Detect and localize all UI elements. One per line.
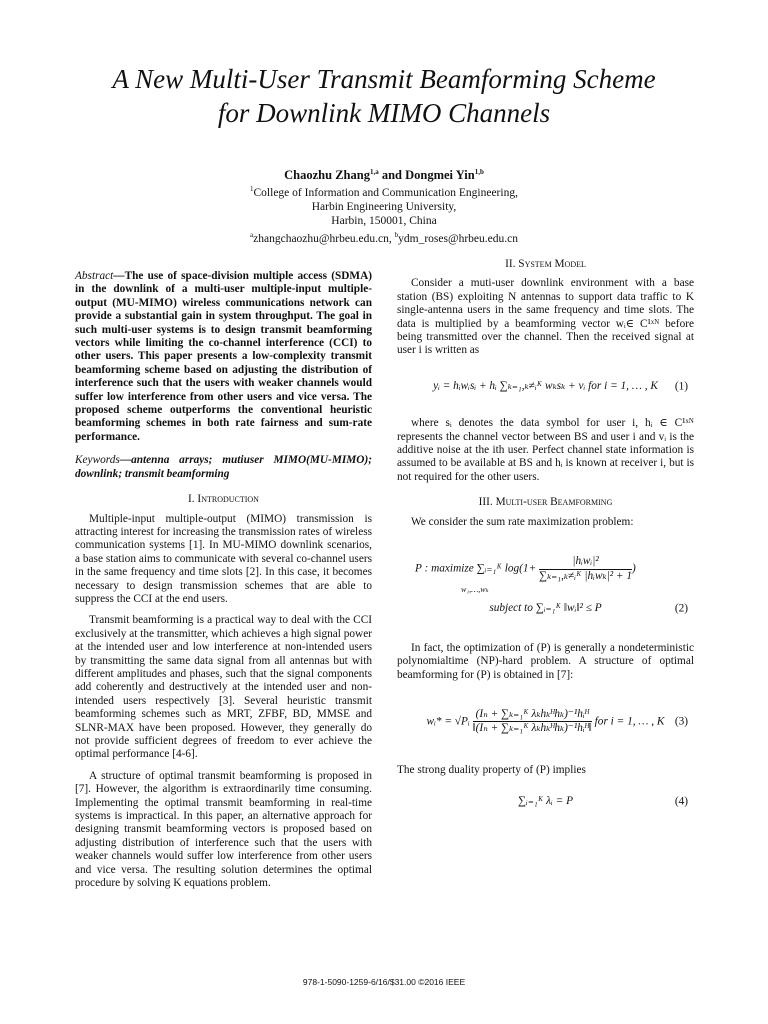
affiliation-line-1: $^1$College of Information and Communication Engineering, bbox=[250, 185, 518, 199]
system-model-paragraph-2: where sᵢ denotes the data symbol for user i, hᵢ ∈ C¹ˣᴺ represents the channel vector between BS and user i and vᵢ is the additive noise at the ith user. Perfect channel state information is assumed to be available at BS and hᵢ is known at receiver i, but is not required for the other users. bbox=[397, 417, 694, 483]
abstract-text: —The use of space-division multiple access (SDMA) in the downlink of a multi-user multiple-input multiple-output (MU-MIMO) wireless communications network can provide a substantial gain in system throughput. The goal in such multi-user systems is to design transmit beamforming vectors while limiting the co-channel interference (CCI) to other users. This paper presents a low-complexity transmit beamforming scheme based on adjusting the distribution of interference such that the users with weaker channels would suffer low interference from other users and vice versa. The proposed scheme outperforms the conventional heuristic beamforming schemes in both rate fairness and sum-rate performance. bbox=[75, 270, 372, 443]
affiliation-line-2: Harbin Engineering University, bbox=[311, 200, 457, 213]
author-names: Chaozhu Zhang$^{1,a}$ and Dongmei Yin$^{1,b}$ bbox=[284, 168, 484, 183]
abstract-label: Abstract bbox=[75, 270, 114, 282]
keywords bbox=[75, 454, 372, 481]
equation-3-denominator: ‖(Iₙ + ∑ₖ₌₁ᴷ λₖhₖᴴhₖ)⁻¹hᵢᴴ‖ bbox=[472, 722, 592, 735]
abstract bbox=[75, 270, 372, 444]
equation-1 bbox=[397, 380, 694, 393]
equation-4-body: ∑ᵢ₌₁ᴷ λᵢ = P bbox=[518, 795, 573, 808]
equation-3 bbox=[397, 708, 694, 736]
right-column bbox=[397, 258, 694, 827]
equation-2-constraint: subject to ∑ᵢ₌₁ᴷ ‖wᵢ‖² ≤ P (2) bbox=[489, 602, 688, 615]
section-heading-system-model: II. System Model bbox=[505, 258, 586, 270]
intro-paragraph-1: Multiple-input multiple-output (MIMO) transmission is attracting interest for increasing the transmission rates of wireless communication systems [1]. In MU-MIMO downlink scenarios, a base station aims to communicate with several co-channel users in the same frequency and time slots [2]. In this case, it becomes necessary to design transmission schemes that are able to suppress the CCI at the end users. bbox=[75, 512, 372, 605]
left-column bbox=[75, 270, 372, 898]
system-model-paragraph: Consider a muti-user downlink environment with a base station (BS) exploiting N antennas to support data traffic to K single-antenna users in the same frequency and time slots. The data is multiplied by a beamforming vector wᵢ∈ C¹ˣᴺ before being transmitted over the channel. Then the received signal at user i is written as bbox=[397, 277, 694, 357]
section-heading-introduction: I. Introduction bbox=[188, 493, 259, 506]
equation-3-lhs: wᵢ* = √Pᵢ bbox=[426, 715, 470, 728]
equation-1-body: yᵢ = hᵢwᵢsᵢ + hᵢ ∑ₖ₌₁,ₖ≠ᵢᴷ wₖsₖ + vᵢ for i = 1, … , K bbox=[433, 379, 658, 392]
keywords-label: Keywords bbox=[75, 454, 120, 467]
equation-2-denominator: ∑ₖ₌₁,ₖ≠ᵢᴷ |hᵢwₖ|² + 1 bbox=[539, 569, 633, 582]
equation-2-subscript: w₁,…,wₖ bbox=[461, 584, 489, 594]
author2-superscript: 1,b bbox=[474, 168, 484, 176]
author-block bbox=[0, 165, 768, 246]
equation-3-rhs: for i = 1, … , K bbox=[594, 715, 665, 728]
equation-2-lhs: P : maximize ∑ᵢ₌₁ᴷ log(1+ bbox=[415, 562, 537, 575]
emails: $^a$zhangchaozhu@hrbeu.edu.cn, $^b$ydm_roses@hrbeu.edu.cn bbox=[250, 230, 518, 245]
beamforming-paragraph-1: We consider the sum rate maximization problem: bbox=[411, 515, 634, 528]
equation-3-number: (3) bbox=[674, 715, 688, 728]
equation-2-fraction bbox=[539, 555, 632, 583]
equation-2-numerator: |hᵢwᵢ|² bbox=[539, 555, 632, 569]
equation-4-number: (4) bbox=[674, 795, 688, 808]
author1-superscript: 1,a bbox=[369, 168, 379, 176]
paper-title bbox=[40, 62, 728, 130]
copyright-footer: 978-1-5090-1259-6/16/$31.00 ©2016 IEEE bbox=[302, 977, 466, 987]
intro-paragraph-3: A structure of optimal transmit beamforming is proposed in [7]. However, the algorithm is extraordinarily time consuming. Implementing the optimal transmit beamforming in real-time systems is impractical. In this paper, an alternative approach for designing transmit beamforming vectors is proposed based on adjusting distribution of interference such that the users with weaker channels would suffer low interference from other users and vice versa. The resulting solution determines the optimal procedure by solving K equations problem. bbox=[75, 769, 372, 890]
intro-paragraph-2: Transmit beamforming is a practical way to deal with the CCI exclusively at the transmitter, which achieves a high signal power at the intended user and low interference at non-intended users by transmitting the same data signal from all antennas but with different amplitudes and phases, such that the signal components add coherently and destructively at the intended user and non-intended users respectively [3]. Several heuristic transmit beamforming schemes such as MRT, ZFBF, BD, MMSE and SLNR-MAX have been proposed. However, they generally do not provide sufficient degrees of freedom to ever achieve the optimal performance [4-6]. bbox=[75, 614, 372, 761]
equation-3-fraction bbox=[473, 708, 592, 736]
duality-paragraph: The strong duality property of (P) implies bbox=[397, 763, 586, 776]
keywords-text: —antenna arrays; mutiuser MIMO(MU-MIMO); downlink; transmit beamforming bbox=[75, 454, 372, 480]
section-heading-beamforming: III. Multi-user Beamforming bbox=[478, 496, 613, 509]
title-line-1: A New Multi-User Transmit Beamforming Scheme bbox=[112, 64, 656, 94]
equation-2-number: (2) bbox=[674, 602, 688, 615]
equation-1-number: (1) bbox=[674, 379, 688, 392]
title-line-2: for Downlink MIMO Channels bbox=[217, 98, 551, 128]
equation-4 bbox=[397, 795, 694, 808]
beamforming-paragraph-2: In fact, the optimization of (P) is generally a nondeterministic polynomialtime (NP)-hard problem. A structure of optimal beamforming for (P) is obtained in [7]: bbox=[397, 641, 694, 681]
affiliation-line-3: Harbin, 150001, China bbox=[331, 214, 437, 227]
equation-3-numerator: (Iₙ + ∑ₖ₌₁ᴷ λₖhₖᴴhₖ)⁻¹hᵢᴴ bbox=[473, 708, 592, 722]
equation-2: P : maximize ∑ᵢ₌₁ᴷ log(1+ $\frac{\text{|hᵢwᵢ|²}}{\text{∑ₖ₌₁,ₖ≠ᵢᴷ |hᵢwₖ|² + 1}}$ ) w₁,…,wₖ bbox=[397, 555, 694, 596]
